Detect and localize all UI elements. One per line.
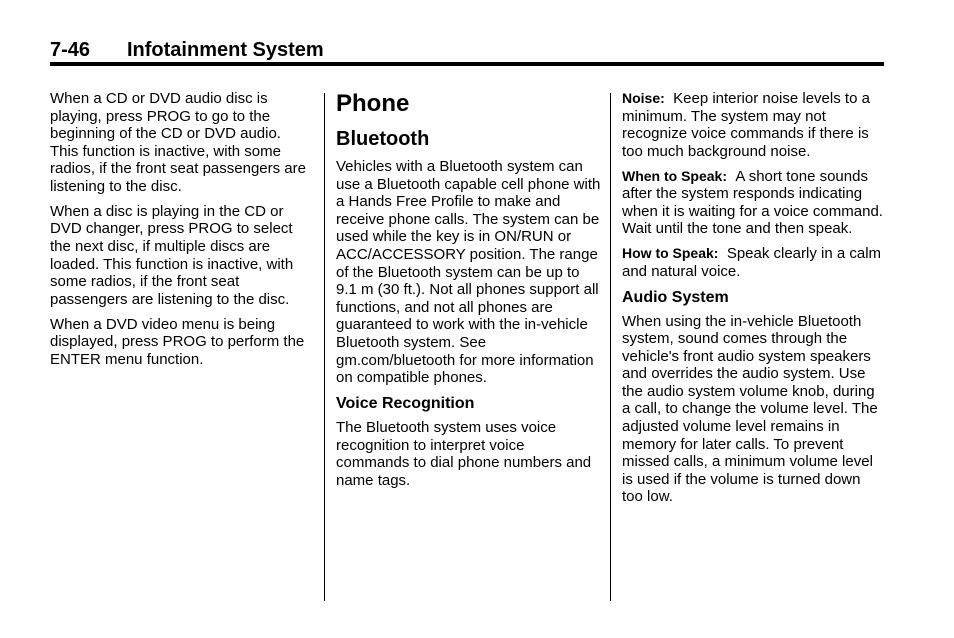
audio-system-paragraph: When using the in-vehicle Bluetooth system, sound comes through the vehicle's front audio system speakers and overrides the audio system. Use the audio system volume knob, during a call, to change the volume level. The adjusted volume level remains in memory for later calls. To prevent missed calls, a minimum volume level is used if the volume is turned down too low. [622, 312, 878, 506]
voice-recognition-heading: Voice Recognition [336, 394, 475, 412]
how-to-speak-term: How to Speak: [622, 245, 719, 262]
page-header [50, 38, 884, 66]
how-to-speak-item [622, 245, 884, 280]
bluetooth-heading: Bluetooth [336, 128, 430, 150]
column-divider [324, 93, 325, 601]
column-right [622, 90, 884, 513]
noise-text: Keep interior noise levels to a minimum. The system may not recognize voice commands if there is too much background noise. [622, 90, 870, 160]
paragraph: When a CD or DVD audio disc is playing, press PROG to go to the beginning of the CD or DVD audio. This function is inactive, with some radios, if the front seat passengers are listening to the disc. [50, 90, 306, 195]
noise-term: Noise: [622, 90, 665, 106]
section-title: Infotainment System [127, 39, 324, 61]
when-to-speak-text: A short tone sounds after the system responds indicating when it is waiting for a voice command. Wait until the tone and then speak. [622, 167, 883, 238]
paragraph: When a disc is playing in the CD or DVD changer, press PROG to select the next disc, if multiple discs are loaded. This function is inactive, with some radios, if the front seat passengers are listening to the disc. [50, 202, 294, 308]
when-to-speak-item [622, 168, 884, 238]
phone-heading: Phone [336, 90, 410, 117]
when-to-speak-term: When to Speak: [622, 167, 728, 184]
noise-item [622, 90, 884, 160]
how-to-speak-text: Speak clearly in a calm and natural voice. [622, 245, 882, 280]
column-divider [610, 93, 611, 601]
audio-system-heading: Audio System [622, 288, 729, 306]
page-number: 7-46 [50, 39, 91, 61]
paragraph: When a DVD video menu is being displayed, press PROG to perform the ENTER menu function. [50, 315, 305, 368]
column-middle [336, 90, 601, 496]
bluetooth-paragraph: Vehicles with a Bluetooth system can use a Bluetooth capable cell phone with a Hands Free Profile to make and receive phone calls. The system can be used while the key is in ON/RUN or ACC/ACCESSORY position. The range of the Bluetooth system can be up to 9.1 m (30 ft.). Not all phones support all functions, and not all phones are guaranteed to work with the in-vehicle Bluetooth system. See gm.com/bluetooth for more information on compatible phones. [336, 158, 601, 387]
voice-recognition-paragraph: The Bluetooth system uses voice recognition to interpret voice commands to dial phone numbers and name tags. [336, 418, 592, 489]
column-left [50, 90, 312, 375]
